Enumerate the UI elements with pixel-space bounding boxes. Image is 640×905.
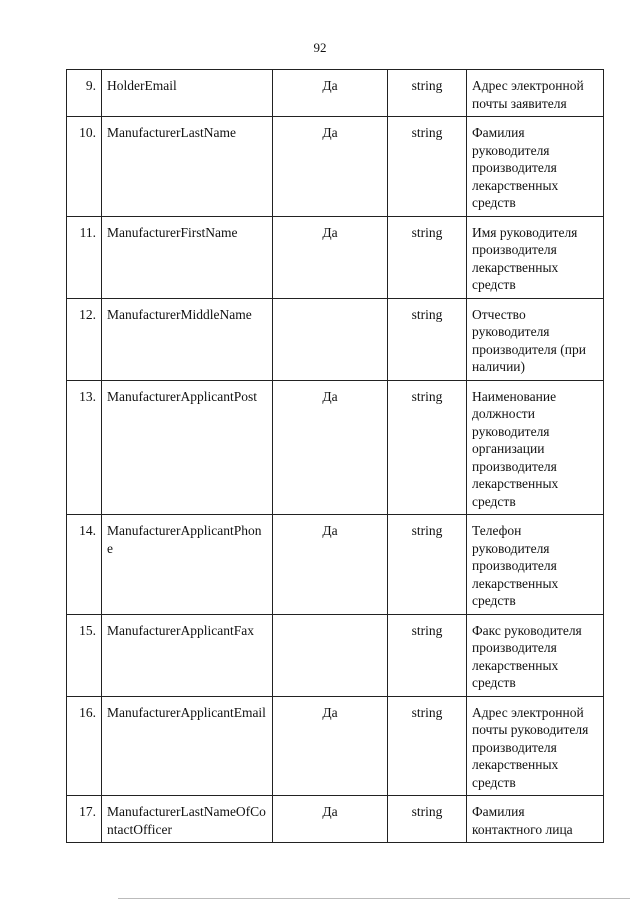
field-type: string [388, 696, 467, 796]
table-row [67, 614, 604, 696]
field-type: string [388, 614, 467, 696]
field-name: HolderEmail [102, 70, 273, 117]
row-number: 15. [67, 614, 102, 696]
row-number: 9. [67, 70, 102, 117]
field-type: string [388, 216, 467, 298]
bottom-rule [118, 898, 630, 899]
field-type: string [388, 298, 467, 380]
field-description: Телефон руководителя производителя лекарственных средств [467, 515, 604, 615]
field-required: Да [273, 696, 388, 796]
field-description: Имя руководителя производителя лекарственных средств [467, 216, 604, 298]
field-name: ManufacturerLastNameOfContactOfficer [102, 796, 273, 843]
field-required: Да [273, 117, 388, 217]
row-number: 10. [67, 117, 102, 217]
field-description: Наименование должности руководителя организации производителя лекарственных средств [467, 380, 604, 515]
field-type: string [388, 70, 467, 117]
field-description: Адрес электронной почты руководителя производителя лекарственных средств [467, 696, 604, 796]
table-row [67, 298, 604, 380]
field-required: Да [273, 216, 388, 298]
field-name: ManufacturerApplicantPost [102, 380, 273, 515]
field-required: Да [273, 515, 388, 615]
field-required: Да [273, 70, 388, 117]
field-type: string [388, 117, 467, 217]
table-row [67, 70, 604, 117]
field-name: ManufacturerApplicantFax [102, 614, 273, 696]
table-row [67, 696, 604, 796]
row-number: 17. [67, 796, 102, 843]
field-name: ManufacturerApplicantEmail [102, 696, 273, 796]
field-type: string [388, 515, 467, 615]
table-body [67, 70, 604, 843]
field-name: ManufacturerLastName [102, 117, 273, 217]
table-row [67, 216, 604, 298]
row-number: 12. [67, 298, 102, 380]
table-row [67, 117, 604, 217]
field-required: Да [273, 796, 388, 843]
field-description: Факс руководителя производителя лекарственных средств [467, 614, 604, 696]
row-number: 13. [67, 380, 102, 515]
field-description: Адрес электронной почты заявителя [467, 70, 604, 117]
field-description: Фамилия руководителя производителя лекарственных средств [467, 117, 604, 217]
field-name: ManufacturerApplicantPhone [102, 515, 273, 615]
field-required [273, 614, 388, 696]
table-row [67, 380, 604, 515]
field-required: Да [273, 380, 388, 515]
table-row [67, 515, 604, 615]
table-row [67, 796, 604, 843]
page-number: 92 [313, 40, 327, 55]
field-type: string [388, 796, 467, 843]
fields-table [66, 69, 604, 843]
field-name: ManufacturerMiddleName [102, 298, 273, 380]
row-number: 16. [67, 696, 102, 796]
field-description: Фамилия контактного лица [467, 796, 604, 843]
field-name: ManufacturerFirstName [102, 216, 273, 298]
field-required [273, 298, 388, 380]
row-number: 11. [67, 216, 102, 298]
field-description: Отчество руководителя производителя (при наличии) [467, 298, 604, 380]
row-number: 14. [67, 515, 102, 615]
field-type: string [388, 380, 467, 515]
